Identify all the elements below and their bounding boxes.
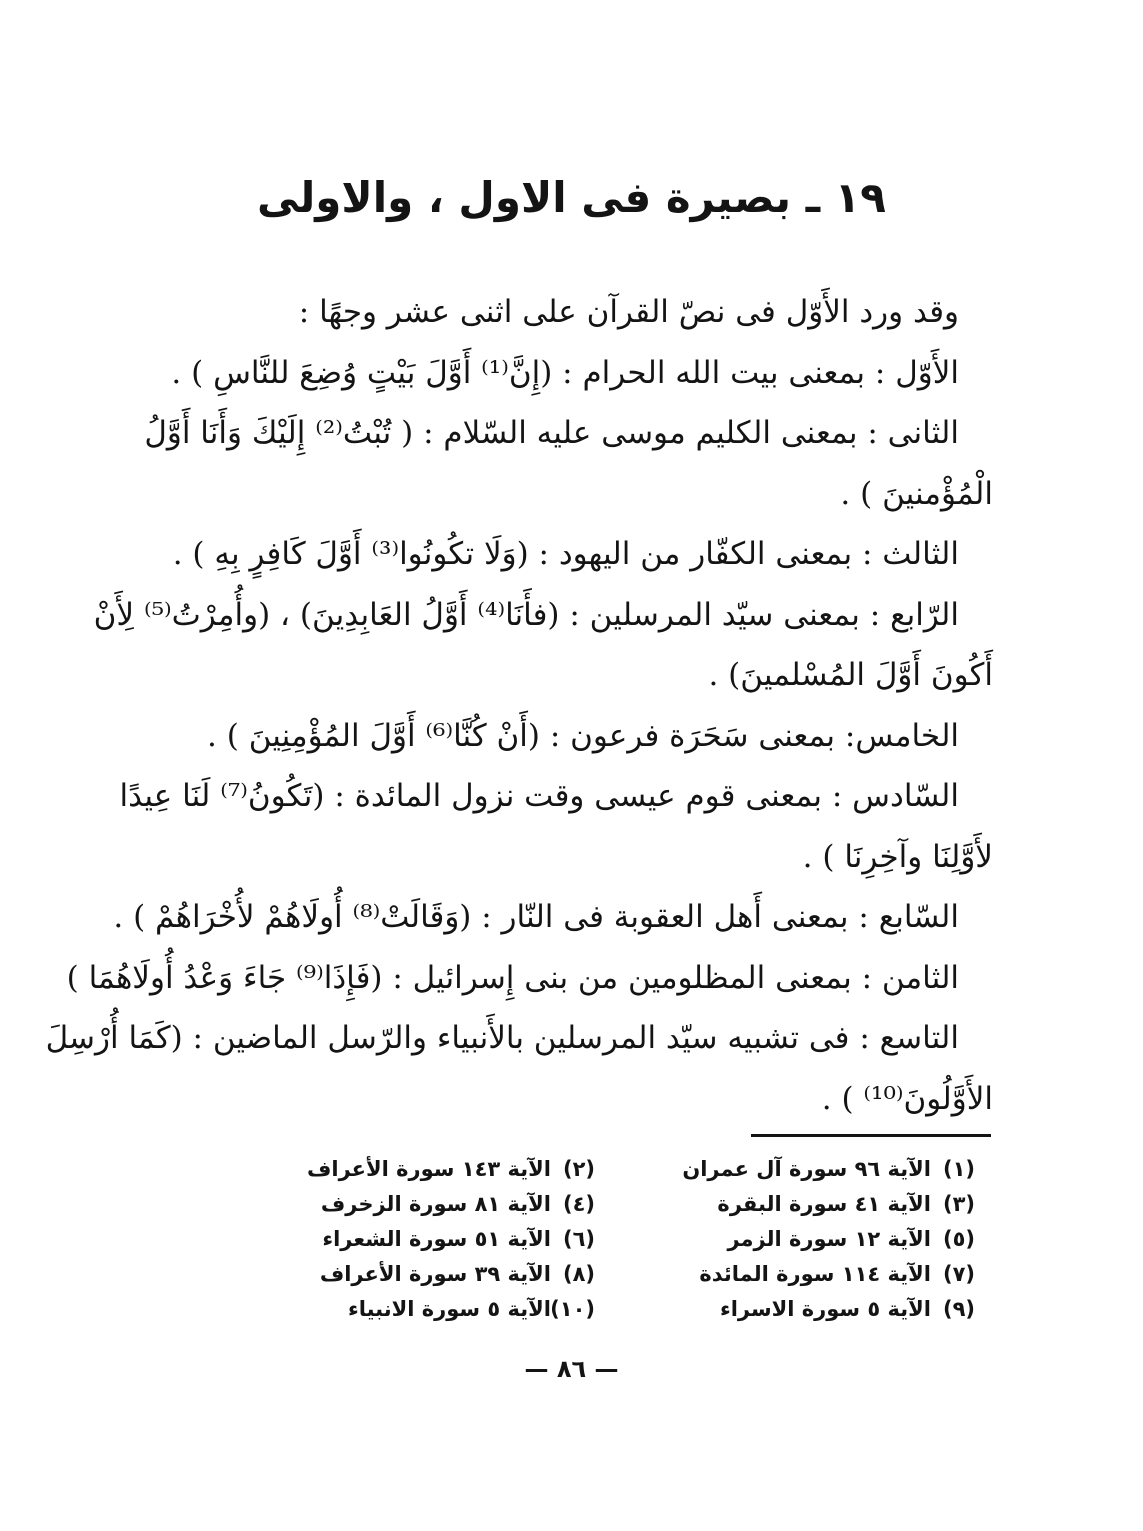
footnote-number: (١) [942,1157,975,1181]
footnote-row [215,1292,975,1327]
footnote [215,1187,595,1222]
footnote-text: الآية ٥١ سورة الشعراء [322,1227,551,1251]
footnote-number: (٨) [562,1262,595,1286]
footnote [595,1257,975,1292]
footnote [215,1257,595,1292]
body-line: أَكُونَ أَوَّلَ المُسْلمينَ) . [708,657,993,693]
footnote-text: الآية ٥ سورة الانبياء [347,1297,551,1321]
chapter-title: ١٩ ـ بصيرة فى الاول ، والاولى [257,173,886,222]
body-line: وقد ورد الأَوّل فى نصّ القرآن على اثنى عشر وجهًا : [298,294,959,330]
body-line: الثامن : بمعنى المظلومين من بنى إِسرائيل : (فَإِذَا⁽⁹⁾ جَاءَ وَعْدُ أُولَاهُمَا ) [66,959,959,996]
footnote [595,1292,975,1327]
footnotes [215,1152,975,1327]
footnote-number: (٩) [942,1297,975,1321]
footnote-number: (٣) [942,1192,975,1216]
footnote [595,1187,975,1222]
footnote [215,1152,595,1187]
footnote [595,1222,975,1257]
footnote-number: (٤) [562,1192,595,1216]
footnote-text: الآية ١٢ سورة الزمر [727,1227,931,1251]
footnote-number: (٧) [942,1262,975,1286]
body-line: الْمُؤْمنينَ ) . [840,475,993,512]
footnote-number: (٦) [562,1227,595,1251]
footnote-row [215,1187,975,1222]
footnote-text: الآية ٩٦ سورة آل عمران [682,1157,931,1181]
footnote [215,1222,595,1257]
page-number: — ٨٦ — [524,1355,619,1383]
body-line: الخامس: بمعنى سَحَرَة فرعون : (أَنْ كُنَّا⁽⁶⁾ أَوَّلَ المُؤْمِنِينَ ) . [207,717,959,754]
body-line: الأَوَّلُونَ⁽¹⁰⁾ ) . [821,1080,993,1117]
footnote-text: الآية ١٤٣ سورة الأعراف [307,1157,551,1181]
body-line: الثانى : بمعنى الكليم موسى عليه السّلام : ( تُبْتُ⁽²⁾ إِلَيْكَ وَأَنَا أَوَّلُ [144,415,959,451]
body-line: الثالث : بمعنى الكفّار من اليهود : (وَلَا تكُونُوا⁽³⁾ أَوَّلَ كَافِرٍ بِهِ ) . [172,536,959,572]
body-line: الأَوّل : بمعنى بيت الله الحرام : (إِنَّ⁽¹⁾ أَوَّلَ بَيْتٍ وُضِعَ للنَّاسِ ) . [171,354,959,391]
footnote-text: الآية ٥ سورة الاسراء [719,1297,931,1321]
footnote-text: الآية ٣٩ سورة الأعراف [319,1262,551,1286]
body-line: السّادس : بمعنى قوم عيسى وقت نزول المائدة : (تَكُونُ⁽⁷⁾ لَنَا عِيدًا [119,778,959,814]
footnote-number: (٢) [562,1157,595,1181]
footnote-row [215,1257,975,1292]
body-line: السّابع : بمعنى أَهل العقوبة فى النّار : (وَقَالَتْ⁽⁸⁾ أُولَاهُمْ لأُخْرَاهُمْ ) . [113,899,959,935]
footnote [595,1152,975,1187]
footnote-row [215,1222,975,1257]
footnote-text: الآية ١١٤ سورة المائدة [699,1262,931,1286]
body-line: التاسع : فى تشبيه سيّد المرسلين بالأَنبياء والرّسل الماضين : (كَمَا أُرْسِلَ [45,1020,959,1056]
footnote-number: (٥) [942,1227,975,1251]
body-line: الرّابع : بمعنى سيّد المرسلين : (فأَنَا⁽⁴⁾ أَوَّلُ العَابِدِينَ) ، (وأُمِرْتُ⁽⁵⁾ لِأَنْ [93,596,959,633]
body-text [45,282,993,1129]
footnote [215,1292,595,1327]
footnote-row [215,1152,975,1187]
footnote-text: الآية ٨١ سورة الزخرف [320,1192,551,1216]
footnote-divider [751,1134,991,1137]
body-line: لأَوَّلِنَا وآخِرِنَا ) . [802,838,993,875]
footnote-text: الآية ٤١ سورة البقرة [717,1192,931,1216]
footnote-number: (١٠) [550,1297,595,1321]
